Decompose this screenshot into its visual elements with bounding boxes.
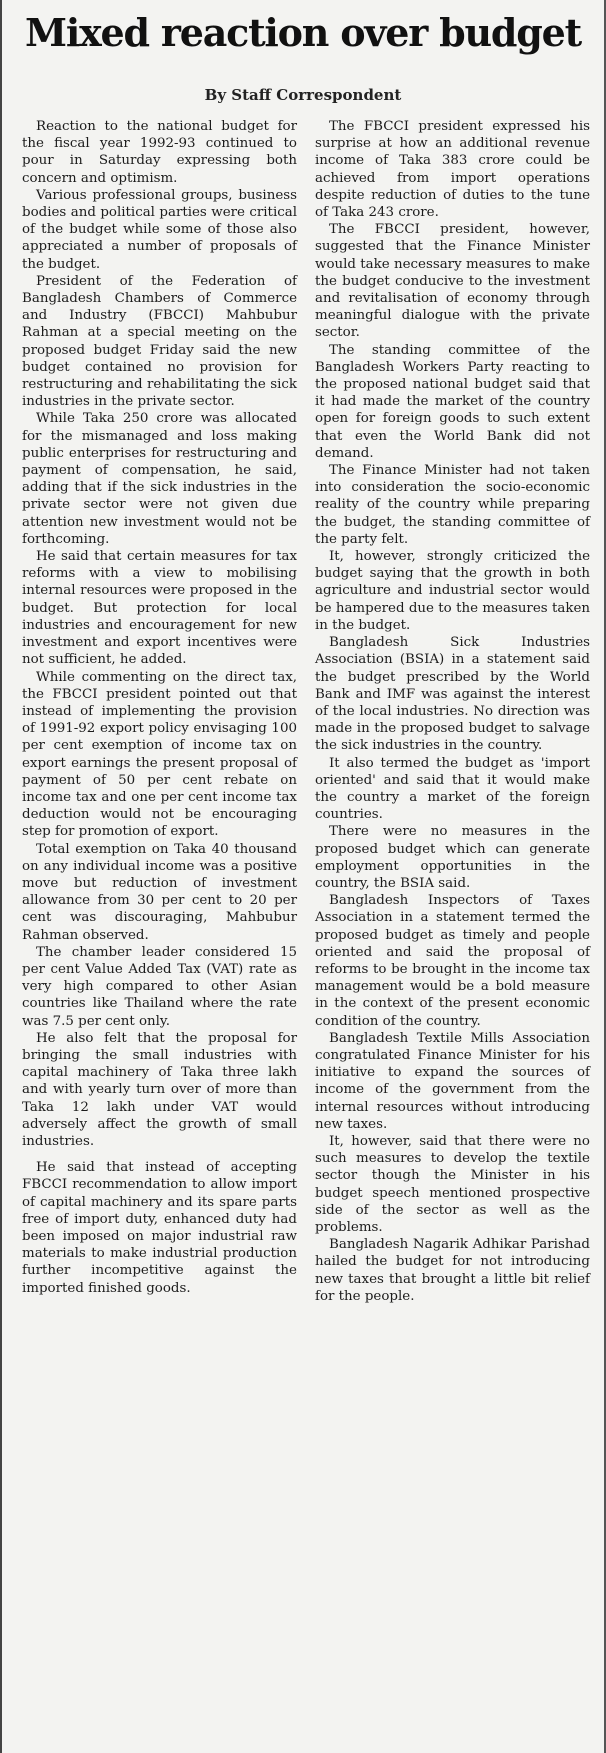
byline: By Staff Correspondent bbox=[204, 86, 402, 104]
paragraph: He also felt that the proposal for bringing the small industries with capital machinery of Taka three lakh and with yearly turn over of more than Taka 12 lakh under VAT would adversely affect the growth of small industries. bbox=[22, 1030, 297, 1149]
paragraph: While commenting on the direct tax, the FBCCI president pointed out that instead of implementing the provision of 1991-92 export policy envisaging 100 per cent exemption of income tax on export earnings the present proposal of payment of 50 per cent rebate on income tax and one per cent income tax deduction would not be encouraging step for promotion of export. bbox=[22, 669, 297, 840]
paragraph: The Finance Minister had not taken into consideration the socio-economic reality of the country while preparing the budget, the standing committee of the party felt. bbox=[315, 463, 590, 547]
paragraph: Bangladesh Sick Industries Association (BSIA) in a statement said the budget prescribed by the World Bank and IMF was against the interest of the local industries. No direction was made in the proposed budget to salvage the sick industries in the country. bbox=[315, 635, 590, 754]
paragraph: The FBCCI president, however, suggested that the Finance Minister would take necessary measures to make the budget conducive to the investment and revitalisation of economy through meaningful dialogue with the private sector. bbox=[315, 222, 590, 341]
paragraph: He said that instead of accepting FBCCI recommendation to allow import of capital machinery and its spare parts free of import duty, enhanced duty had been imposed on major industrial raw materials to make industrial production further incompetitive against the imported finished goods. bbox=[22, 1160, 297, 1296]
paragraph: Total exemption on Taka 40 thousand on any individual income was a positive move but reduction of investment allowance from 30 per cent to 20 per cent was discouraging, Mahbubur Rahman observed. bbox=[22, 841, 297, 943]
paragraph: He said that certain measures for tax reforms with a view to mobilising internal resources were proposed in the budget. But protection for local industries and encouragement for new investment and export incentives were not sufficient, he added. bbox=[22, 549, 297, 668]
paragraph: Various professional groups, business bodies and political parties were critical of the budget while some of those also appreciated a number of proposals of the budget. bbox=[22, 187, 297, 272]
paragraph: Bangladesh Textile Mills Association congratulated Finance Minister for his initiative to expand the sources of income of the government from the internal resources without introducing new taxes. bbox=[315, 1030, 590, 1132]
paragraph: It, however, said that there were no such measures to develop the textile sector though the Minister in his budget speech mentioned prospective side of the sector as well as the problems. bbox=[315, 1133, 590, 1235]
paragraph: President of the Federation of Bangladesh Chambers of Commerce and Industry (FBCCI) Mahbubur Rahman at a special meeting on the proposed budget Friday said the new budget contained no provision for restructuring and rehabilitating the sick industries in the private sector. bbox=[22, 273, 297, 410]
left-border-rule bbox=[0, 0, 2, 1753]
headline: Mixed reaction over budget bbox=[24, 10, 581, 55]
paragraph: Bangladesh Nagarik Adhikar Parishad hailed the budget for not introducing new taxes that brought a little bit relief for the people. bbox=[315, 1237, 590, 1304]
paragraph: It, however, strongly criticized the budget saying that the growth in both agriculture and industrial sector would be hampered due to the measures taken in the budget. bbox=[315, 549, 590, 633]
paragraph: There were no measures in the proposed budget which can generate employment opportunities in the country, the BSIA said. bbox=[315, 824, 590, 891]
paragraph: The chamber leader considered 15 per cent Value Added Tax (VAT) rate as very high compared to other Asian countries like Thailand where the rate was 7.5 per cent only. bbox=[22, 944, 297, 1029]
paragraph: The standing committee of the Bangladesh Workers Party reacting to the proposed national budget said that it had made the market of the country open for foreign goods to such extent that even the World Bank did not demand. bbox=[315, 342, 590, 461]
article-column-right bbox=[315, 118, 590, 1305]
paragraph: It also termed the budget as 'import oriented' and said that it would make the country a market of the foreign countries. bbox=[315, 755, 590, 823]
paragraph: Bangladesh Inspectors of Taxes Association in a statement termed the proposed budget as timely and people oriented and said the proposal of reforms to be brought in the income tax management would be a bold measure in the context of the present economic condition of the country. bbox=[315, 893, 590, 1029]
article-column-left bbox=[22, 118, 297, 1297]
paragraph: The FBCCI president expressed his surprise at how an additional revenue income of Taka 383 crore could be achieved from import operations despite reduction of duties to the tune of Taka 243 crore. bbox=[315, 119, 590, 221]
paragraph: Reaction to the national budget for the fiscal year 1992-93 continued to pour in Saturday expressing both concern and optimism. bbox=[22, 119, 297, 186]
paragraph: While Taka 250 crore was allocated for the mismanaged and loss making public enterprises for restructuring and payment of compensation, he said, adding that if the sick industries in the private sector were not given due attention new investment would not be forthcoming. bbox=[22, 411, 297, 547]
